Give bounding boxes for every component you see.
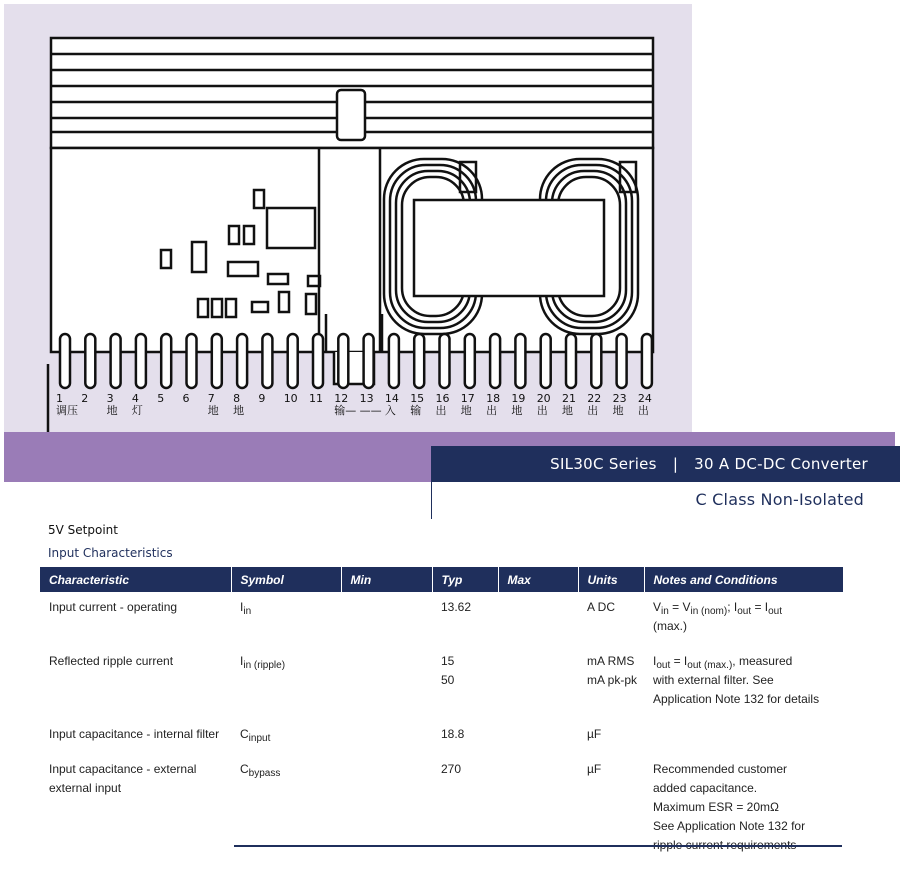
pin-function: 地	[511, 404, 523, 417]
pin-1	[60, 334, 70, 388]
pin-19	[515, 334, 525, 388]
pin-number: 11	[309, 392, 323, 405]
pin-16	[440, 334, 450, 388]
pin-function: 入	[384, 404, 396, 417]
cell-min	[341, 719, 432, 754]
pin-label	[613, 393, 627, 417]
pin-number: 5	[157, 392, 165, 405]
pin-15	[414, 334, 424, 388]
header-divider	[431, 446, 432, 519]
pin-13	[364, 334, 374, 388]
cell-characteristic: Input current - operating	[49, 600, 178, 614]
pin-number: 24	[637, 392, 652, 405]
pin-number: 4	[131, 392, 139, 405]
cell-notes: $I_{out} = I_{out (max.)}$, measured with external filter. See Application Note 132 for details	[653, 654, 820, 706]
pin-5	[161, 334, 171, 388]
pin-function: 输	[410, 404, 422, 417]
pin-function: 地	[612, 404, 624, 417]
pin-label	[309, 393, 323, 417]
header-characteristic: Characteristic	[40, 567, 231, 592]
pin-number: 1	[56, 392, 63, 405]
pin-10	[288, 334, 298, 388]
pin-function: 出	[536, 404, 548, 417]
cell-characteristic: Reflected ripple current	[49, 654, 174, 668]
pin-24	[642, 334, 652, 388]
pin-2	[85, 334, 95, 388]
cell-notes: $V_{in} = V_{in (nom)}$; $I_{out} = I_{out}$ (max.)	[653, 600, 783, 633]
pin-label	[334, 393, 356, 417]
cell-units: mA RMS mA pk-pk	[587, 654, 638, 687]
pin-label	[183, 393, 190, 417]
pin-function	[309, 405, 323, 417]
pin-3	[111, 334, 121, 388]
pin-function: 调压	[56, 404, 78, 417]
series-name: SIL30C Series	[550, 455, 657, 473]
table-row	[40, 754, 843, 865]
header-separator: |	[672, 455, 679, 473]
cell-min	[341, 646, 432, 719]
pin-21	[566, 334, 576, 388]
pin-function: 地	[207, 404, 219, 417]
cell-typ: 15 50	[441, 654, 455, 687]
cell-characteristic: Input capacitance - external external input	[49, 762, 197, 795]
cell-min	[341, 754, 432, 865]
pin-4	[136, 334, 146, 388]
pin-label	[436, 393, 450, 417]
pin-label	[486, 393, 500, 417]
table-row	[40, 592, 843, 646]
table-row	[40, 646, 843, 719]
pin-8	[237, 334, 247, 388]
pin-function: 地	[233, 404, 245, 417]
pin-17	[465, 334, 475, 388]
pin-label	[587, 393, 601, 417]
pin-label	[208, 393, 219, 417]
module-outline-diagram	[4, 4, 692, 432]
cell-notes	[644, 719, 843, 754]
product-name: 30 A DC-DC Converter	[694, 455, 868, 473]
cell-min	[341, 592, 432, 646]
pin-function	[258, 405, 265, 417]
pin-function	[284, 405, 298, 417]
cell-units: A DC	[587, 600, 616, 614]
pin-function: ——	[359, 404, 382, 417]
header-notes: Notes and Conditions	[644, 567, 843, 592]
cell-symbol: $I_{in}$	[240, 600, 252, 617]
product-header	[432, 446, 900, 482]
pin-label	[258, 393, 265, 417]
pin-number: 17	[460, 392, 475, 405]
table-header-row	[40, 567, 843, 592]
header-typ: Typ	[432, 567, 498, 592]
pin-label	[537, 393, 551, 417]
pin-label	[511, 393, 525, 417]
pin-23	[617, 334, 627, 388]
cell-characteristic: Input capacitance - internal filter	[49, 727, 220, 741]
pin-function: 出	[435, 404, 447, 417]
cell-max	[498, 754, 578, 865]
pin-function: 输—	[334, 404, 357, 417]
pin-number: 16	[435, 392, 450, 405]
pin-number: 9	[258, 392, 266, 405]
pin-number: 15	[410, 392, 425, 405]
pin-11	[313, 334, 323, 388]
cell-units: µF	[587, 727, 602, 741]
pin-number: 12	[334, 392, 349, 405]
pin-22	[591, 334, 601, 388]
pin-label	[56, 393, 78, 417]
class-subtitle: C Class Non-Isolated	[695, 490, 864, 509]
cell-symbol: $I_{in (ripple)}$	[240, 654, 286, 671]
pin-function: 地	[460, 404, 472, 417]
pin-6	[187, 334, 197, 388]
pin-label	[107, 393, 118, 417]
header-min: Min	[341, 567, 432, 592]
pin-20	[541, 334, 551, 388]
pin-function: 地	[106, 404, 118, 417]
pin-label	[284, 393, 298, 417]
pin-18	[490, 334, 500, 388]
pin-number: 8	[233, 392, 241, 405]
pin-function	[183, 405, 190, 417]
pin-label	[157, 393, 164, 417]
pin-number: 10	[283, 392, 298, 405]
header-units: Units	[578, 567, 644, 592]
pin-number: 21	[562, 392, 576, 405]
cell-units: µF	[587, 762, 602, 776]
pin-number: 7	[207, 392, 215, 405]
pin-label	[385, 393, 399, 417]
pin-12	[338, 334, 348, 388]
pin-label	[638, 393, 652, 417]
table-row	[40, 719, 843, 754]
pin-label	[132, 393, 143, 417]
converter-drawing	[4, 4, 692, 432]
pin-function: 出	[637, 404, 649, 417]
pin-number: 3	[106, 392, 114, 405]
pin-number: 23	[612, 392, 627, 405]
header-symbol: Symbol	[231, 567, 341, 592]
pin-function: 出	[486, 404, 498, 417]
cell-typ: 18.8	[441, 727, 465, 741]
pin-function: 地	[562, 404, 573, 417]
pin-number: 20	[536, 392, 551, 405]
pin-14	[389, 334, 399, 388]
pin-number: 14	[384, 392, 399, 405]
cell-typ: 13.62	[441, 600, 472, 614]
pin-number: 6	[182, 392, 190, 405]
pin-label	[410, 393, 424, 417]
cell-typ: 270	[441, 762, 462, 776]
pin-label	[461, 393, 475, 417]
table-bottom-rule	[234, 845, 842, 847]
cell-max	[498, 592, 578, 646]
pin-function	[81, 405, 88, 417]
pin-function: 出	[587, 404, 599, 417]
pin-number: 2	[81, 392, 89, 405]
section-title: Input Characteristics	[48, 546, 173, 560]
pin-label	[562, 393, 576, 417]
header-max: Max	[498, 567, 578, 592]
cell-symbol: $C_{input}$	[240, 727, 271, 744]
cell-notes: Recommended customer added capacitance. Maximum ESR = 20mΩ See Application Note 132 for	[653, 762, 806, 833]
cell-symbol: $C_{bypass}$	[240, 762, 281, 779]
pin-number: 19	[511, 392, 526, 405]
pin-function	[157, 405, 164, 417]
input-characteristics-table	[40, 567, 843, 865]
pin-label	[81, 393, 88, 417]
cell-max	[498, 646, 578, 719]
pin-label	[233, 393, 244, 417]
pin-function: 灯	[131, 404, 143, 417]
pin-7	[212, 334, 222, 388]
pin-number: 22	[587, 392, 602, 405]
pin-9	[262, 334, 272, 388]
setpoint-label: 5V Setpoint	[48, 523, 118, 537]
pin-number: 13	[359, 392, 374, 405]
pin-label	[360, 393, 382, 417]
cell-max	[498, 719, 578, 754]
pin-number: 18	[486, 392, 501, 405]
